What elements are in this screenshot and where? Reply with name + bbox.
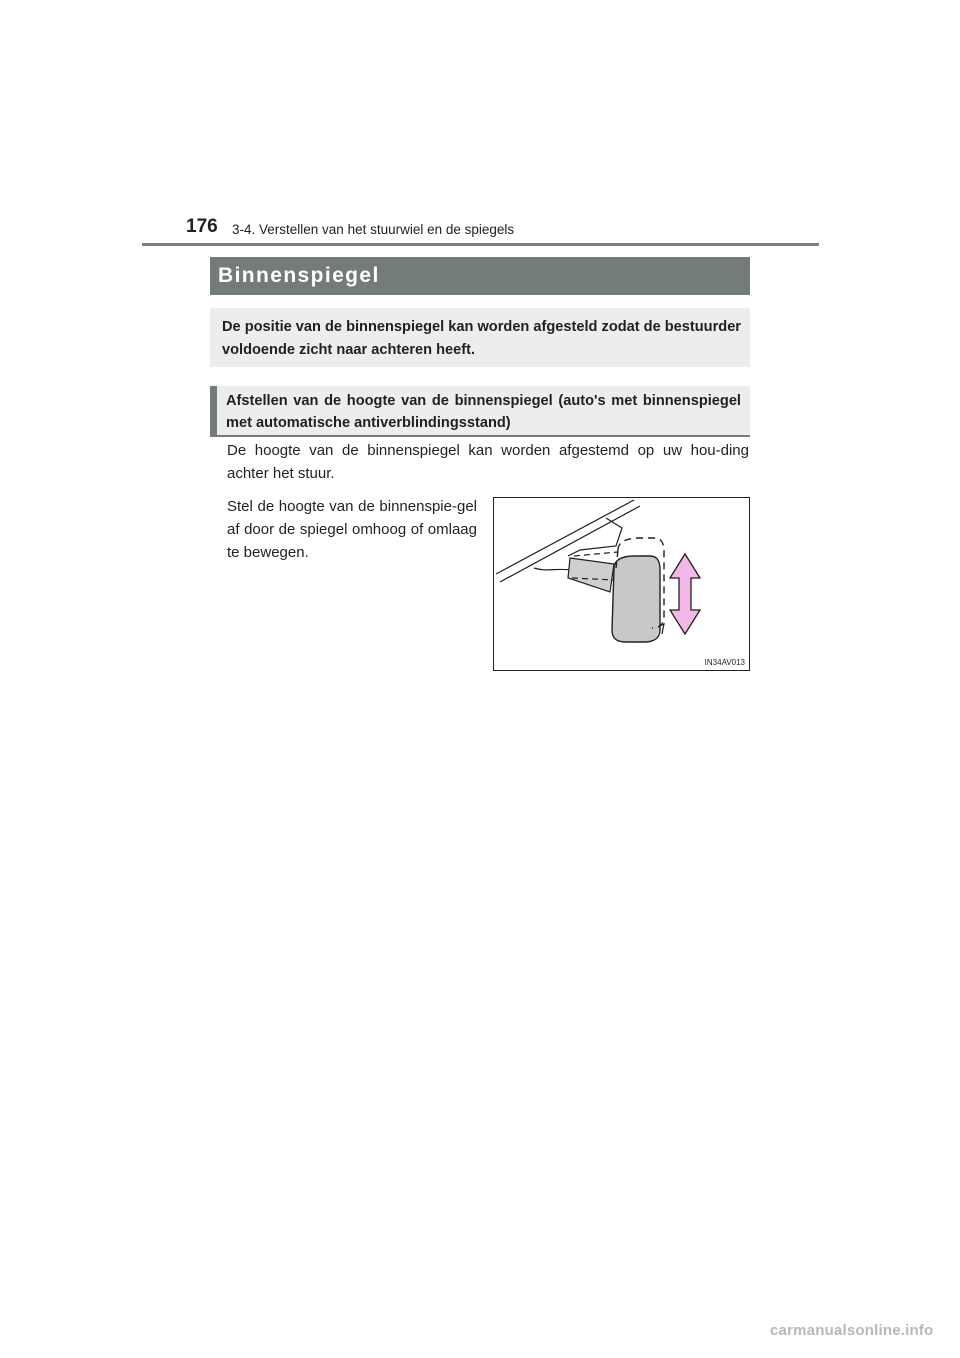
windshield-edge-line [496, 500, 634, 574]
body-paragraph: De hoogte van de binnenspiegel kan worden afgestemd op uw hou-ding achter het stuur. [227, 442, 749, 482]
mirror-stem [568, 558, 614, 592]
running-header: 3-4. Verstellen van het stuurwiel en de spiegels [232, 222, 515, 237]
mount-bracket [568, 518, 622, 556]
header-divider [142, 243, 819, 246]
intro-box: De positie van de binnenspiegel kan worden afgesteld zodat de bestuurder voldoende zicht naar achteren heeft. [210, 308, 750, 367]
up-down-arrow-icon [670, 554, 700, 634]
watermark: carmanualsonline.info [770, 1322, 934, 1339]
mirror-drawing [494, 498, 751, 672]
section-title: Binnenspiegel [218, 264, 380, 287]
figure-code: IN34AV013 [704, 658, 745, 667]
page-number: 176 [186, 216, 218, 237]
mirror-body [612, 556, 660, 642]
section-title-bar [210, 257, 750, 295]
mirror-illustration [493, 497, 750, 671]
instruction-paragraph: Stel de hoogte van de binnenspie-gel af door de spiegel omhoog of omlaag te bewegen. [227, 498, 477, 561]
subsection-title: Afstellen van de hoogte van de binnenspiegel (auto's met binnenspiegel met automatische antiverblindingsstand) [210, 386, 750, 437]
